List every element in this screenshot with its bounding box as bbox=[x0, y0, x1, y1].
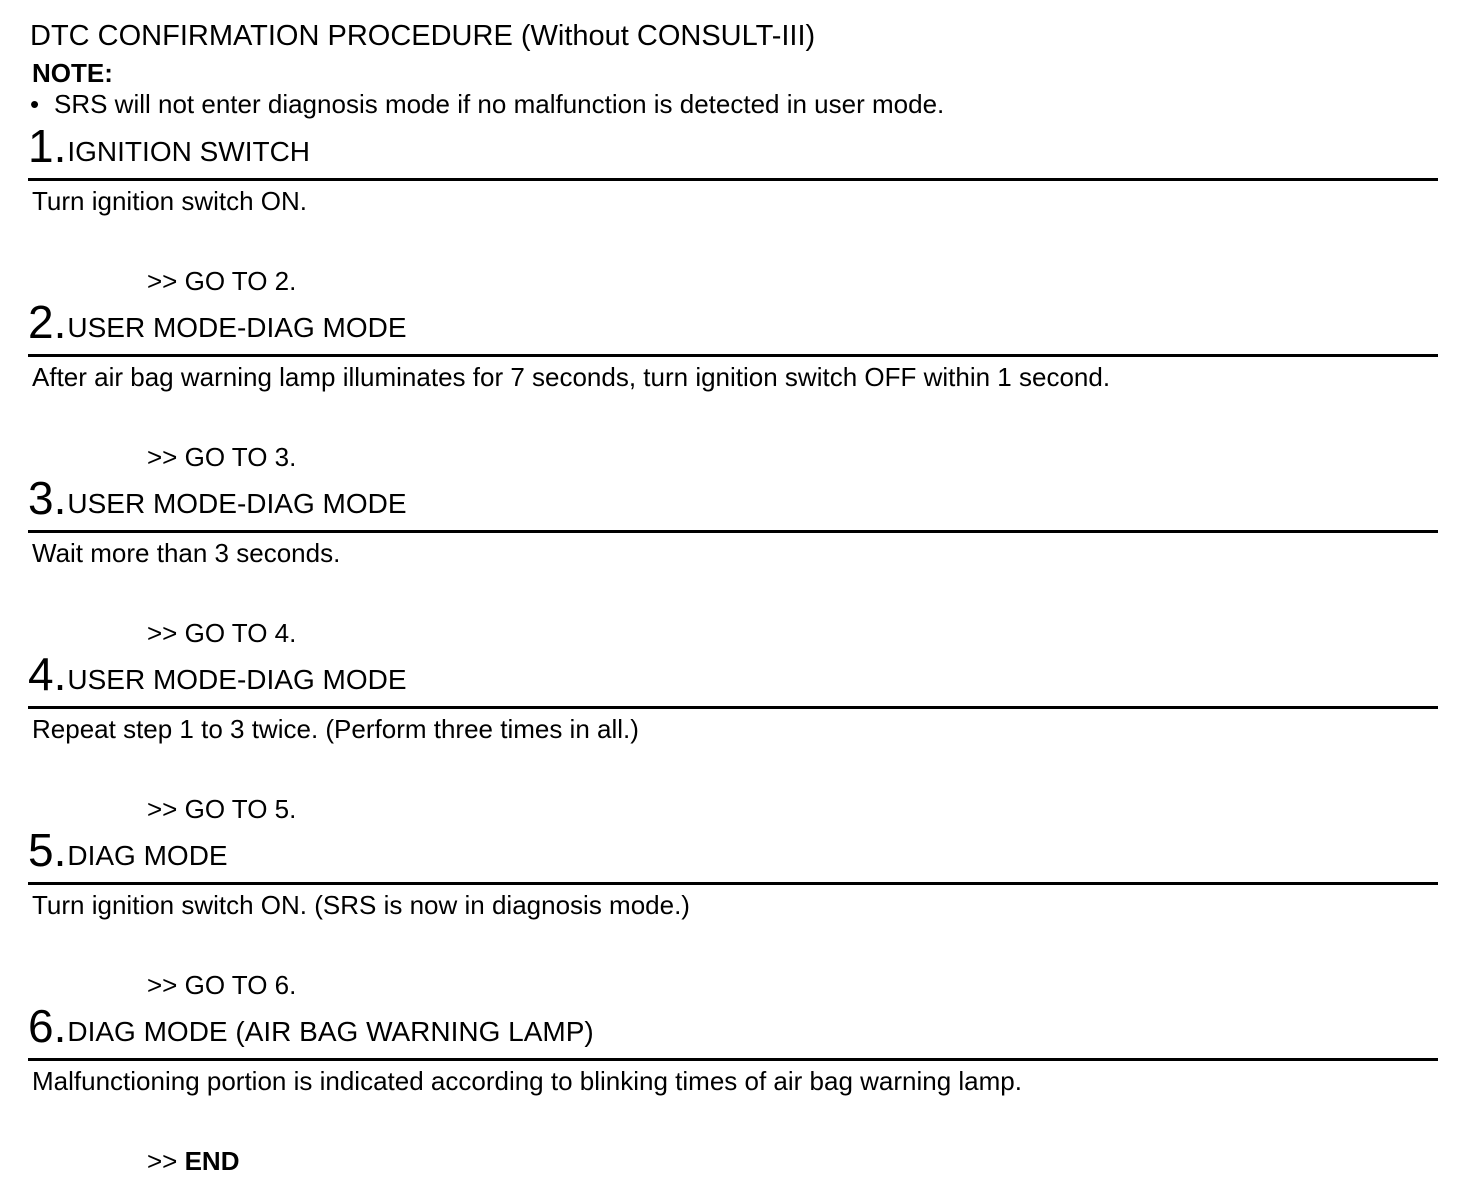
step-instruction: Repeat step 1 to 3 twice. (Perform three times in all.) bbox=[32, 714, 639, 744]
goto-instruction bbox=[147, 969, 296, 1001]
goto-target: GO TO 3. bbox=[184, 442, 297, 472]
step-instruction: Turn ignition switch ON. (SRS is now in diagnosis mode.) bbox=[32, 890, 690, 920]
step-header bbox=[28, 824, 228, 876]
step-divider bbox=[28, 1058, 1438, 1061]
goto-instruction bbox=[147, 617, 296, 649]
step-title: USER MODE-DIAG MODE bbox=[67, 488, 407, 519]
note-label: NOTE: bbox=[32, 58, 113, 88]
goto-instruction bbox=[147, 793, 296, 825]
goto-target: GO TO 5. bbox=[184, 794, 297, 824]
goto-target: GO TO 6. bbox=[184, 970, 297, 1000]
step-3 bbox=[0, 472, 1472, 648]
step-number: 2. bbox=[28, 296, 67, 348]
goto-instruction bbox=[147, 441, 296, 473]
step-title: IGNITION SWITCH bbox=[67, 136, 311, 167]
page-title: DTC CONFIRMATION PROCEDURE (Without CONSULT-III) bbox=[30, 20, 816, 52]
step-divider bbox=[28, 530, 1438, 533]
step-header bbox=[28, 120, 310, 172]
step-header bbox=[28, 1000, 594, 1052]
step-instruction: Turn ignition switch ON. bbox=[32, 186, 308, 216]
step-divider bbox=[28, 882, 1438, 885]
step-header bbox=[28, 472, 407, 524]
goto-instruction bbox=[147, 265, 296, 297]
step-title: USER MODE-DIAG MODE bbox=[67, 312, 407, 343]
goto-end: END bbox=[184, 1146, 240, 1176]
step-instruction: Wait more than 3 seconds. bbox=[32, 538, 341, 568]
step-divider bbox=[28, 178, 1438, 181]
step-number: 3. bbox=[28, 472, 67, 524]
goto-target: GO TO 4. bbox=[184, 618, 297, 648]
step-header bbox=[28, 648, 407, 700]
step-header bbox=[28, 296, 407, 348]
goto-prefix: >> bbox=[147, 266, 185, 296]
step-1 bbox=[0, 120, 1472, 296]
step-divider bbox=[28, 354, 1438, 357]
step-number: 1. bbox=[28, 120, 67, 172]
step-6 bbox=[0, 1000, 1472, 1176]
step-number: 4. bbox=[28, 648, 67, 700]
goto-instruction bbox=[147, 1145, 240, 1177]
goto-prefix: >> bbox=[147, 794, 185, 824]
step-instruction: After air bag warning lamp illuminates for 7 seconds, turn ignition switch OFF within 1 second. bbox=[32, 362, 1111, 392]
step-divider bbox=[28, 706, 1438, 709]
note-item bbox=[30, 88, 944, 120]
step-instruction: Malfunctioning portion is indicated according to blinking times of air bag warning lamp. bbox=[32, 1066, 1022, 1096]
step-title: USER MODE-DIAG MODE bbox=[67, 664, 407, 695]
bullet-icon: • bbox=[30, 89, 40, 119]
note-text: SRS will not enter diagnosis mode if no malfunction is detected in user mode. bbox=[54, 89, 945, 119]
step-title: DIAG MODE (AIR BAG WARNING LAMP) bbox=[67, 1016, 594, 1047]
goto-target: GO TO 2. bbox=[184, 266, 297, 296]
step-number: 5. bbox=[28, 824, 67, 876]
goto-prefix: >> bbox=[147, 970, 185, 1000]
step-4 bbox=[0, 648, 1472, 824]
goto-prefix: >> bbox=[147, 1146, 185, 1176]
goto-prefix: >> bbox=[147, 442, 185, 472]
step-5 bbox=[0, 824, 1472, 1000]
step-title: DIAG MODE bbox=[67, 840, 228, 871]
step-number: 6. bbox=[28, 1000, 67, 1052]
goto-prefix: >> bbox=[147, 618, 185, 648]
step-2 bbox=[0, 296, 1472, 472]
